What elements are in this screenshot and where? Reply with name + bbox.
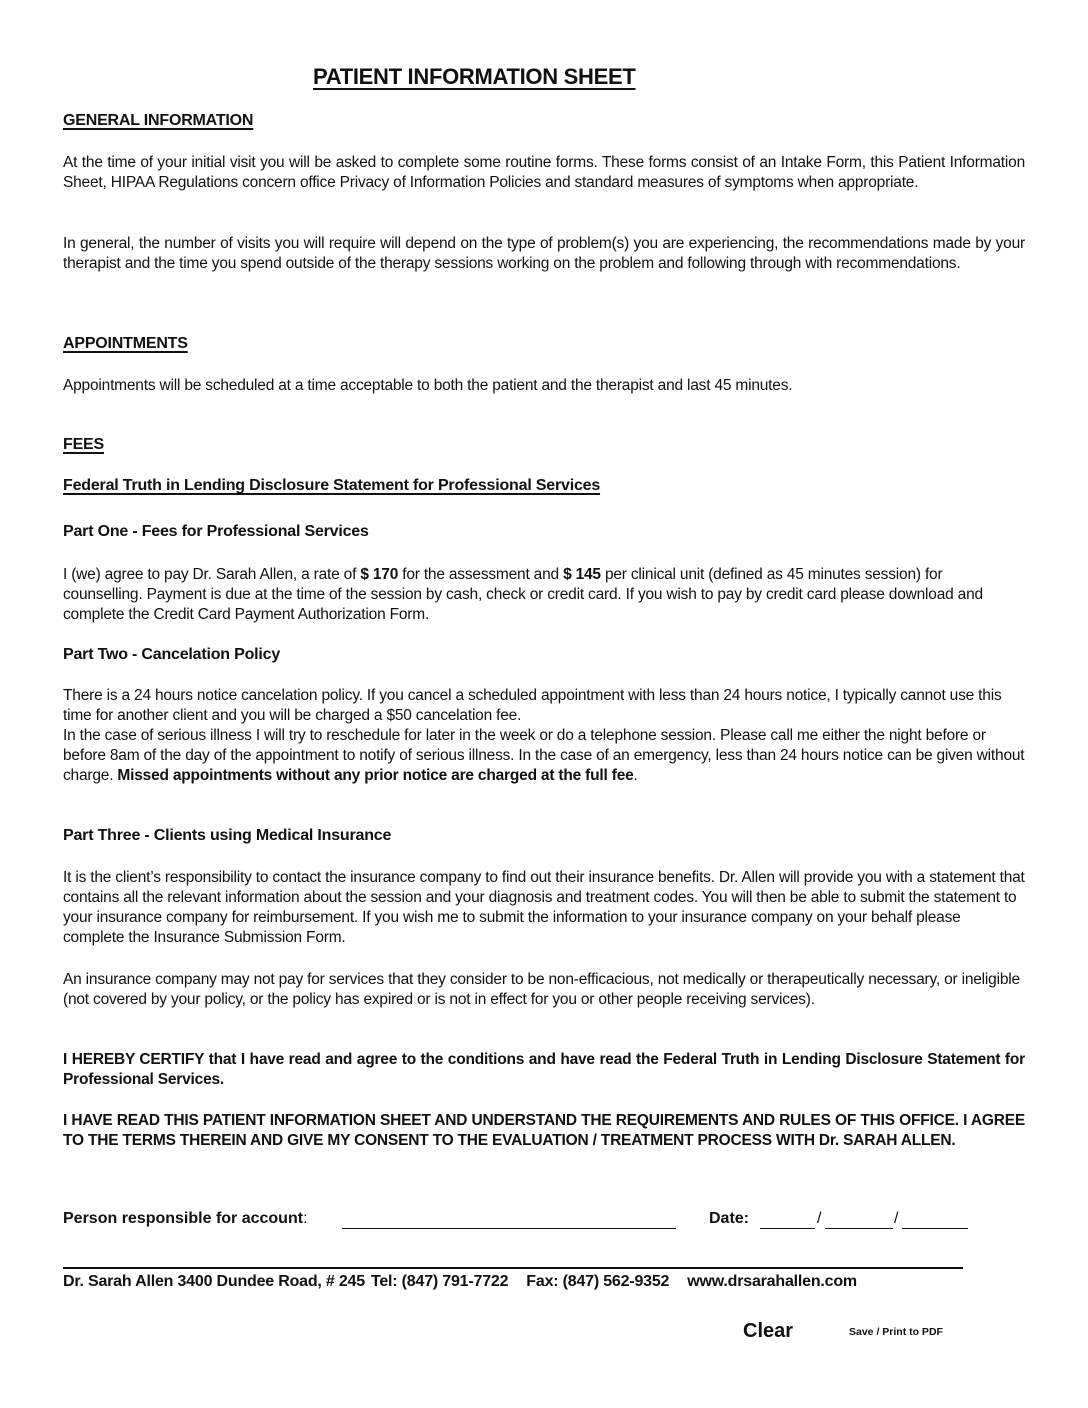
date-separator: /: [817, 1210, 822, 1227]
missed-appointments-notice: Missed appointments without any prior notice are charged at the full fee: [117, 767, 634, 784]
clear-button[interactable]: Clear: [743, 1320, 794, 1342]
part-one-heading: Part One - Fees for Professional Services: [63, 523, 369, 540]
certify-statement: I HEREBY CERTIFY that I have read and agree to the conditions and have read the Federal Truth in Lending Disclosure Statement for Professional Services.: [63, 1051, 1025, 1088]
date-day-field[interactable]: [825, 1228, 893, 1229]
appointments-heading: APPOINTMENTS: [63, 335, 188, 352]
date-separator: /: [894, 1210, 899, 1227]
save-print-pdf-button[interactable]: Save / Print to PDF: [849, 1326, 943, 1338]
fees-heading: FEES: [63, 436, 104, 453]
footer-tel: Tel: (847) 791-7722: [370, 1273, 509, 1290]
assessment-rate: $ 170: [360, 566, 399, 583]
general-information-paragraph-1: At the time of your initial visit you will be asked to complete some routine forms. These forms consist of an Intake Form, this Patient Information Sheet, HIPAA Regulations concern office Privacy of Information Policies and standard measures of symptoms when appropriate.: [63, 154, 1025, 191]
consent-statement: I HAVE READ THIS PATIENT INFORMATION SHEET AND UNDERSTAND THE REQUIREMENTS AND RULES OF THIS OFFICE. I AGREE TO THE TERMS THEREIN AND GIVE MY CONSENT TO THE EVALUATION / TREATMENT PROCESS WITH Dr. SARAH ALLEN.: [63, 1112, 1025, 1149]
date-month-field[interactable]: [760, 1228, 815, 1229]
disclosure-heading: Federal Truth in Lending Disclosure Statement for Professional Services: [63, 477, 601, 494]
footer-website[interactable]: www.drsarahallen.com: [687, 1273, 857, 1290]
part-three-paragraph-1: It is the client’s responsibility to contact the insurance company to find out their insurance benefits. Dr. Allen will provide you with a statement that contains all the relevant information about the session and your diagnosis and treatment codes. You will then be able to submit the statement to your insurance company for reimbursement. If you wish me to submit the information to your insurance company on your behalf please complete the Insurance Submission Form.: [63, 869, 1025, 946]
person-responsible-field[interactable]: [342, 1228, 676, 1229]
signature-row: [63, 1210, 1025, 1234]
page-title: PATIENT INFORMATION SHEET: [313, 64, 636, 89]
colon: :: [303, 1210, 308, 1227]
part-two-text: In the case of serious illness I will try to reschedule for later in the week or do a telephone session. Please call me either the night before or before 8am of the day of the appointment to notify of serious illness. In the case of an emergency, less than 24 hours notice can be given without charge.: [63, 727, 1025, 784]
person-responsible-label-text: Person responsible for account: [63, 1210, 304, 1227]
date-year-field[interactable]: [902, 1228, 968, 1229]
appointments-paragraph: Appointments will be scheduled at a time acceptable to both the patient and the therapist and last 45 minutes.: [63, 377, 793, 394]
part-two-heading: Part Two - Cancelation Policy: [63, 646, 281, 663]
part-one-paragraph: [63, 565, 1025, 625]
part-three-paragraph-2: An insurance company may not pay for services that they consider to be non-efficacious, not medically or therapeutically necessary, or ineligible (not covered by your policy, or the policy has expired or is not in effect for you or other people receiving services).: [63, 971, 1020, 1008]
part-two-text: .: [633, 767, 638, 784]
part-one-text: I (we) agree to pay Dr. Sarah Allen, a rate of: [63, 566, 361, 583]
part-two-paragraph-1: There is a 24 hours notice cancelation policy. If you cancel a scheduled appointment with less than 24 hours notice, I typically cannot use this time for another client and you will be charged a $50 cancelation fee.: [63, 687, 1002, 724]
clinical-unit-rate: $ 145: [563, 566, 601, 583]
part-three-heading: Part Three - Clients using Medical Insurance: [63, 827, 392, 844]
general-information-paragraph-2: In general, the number of visits you will require will depend on the type of problem(s) you are experiencing, the recommendations made by your therapist and the time you spend outside of the therapy sessions working on the problem and following through with recommendations.: [63, 235, 1025, 272]
date-label: Date:: [709, 1210, 750, 1227]
part-two-paragraph-2: [63, 726, 1025, 786]
part-one-text: per clinical unit (defined as 45 minutes session) for counselling. Payment is due at the time of the session by cash, check or credit card. If you wish to pay by credit card please download and complete the Credit Card Payment Authorization Form.: [63, 566, 983, 623]
footer-address: Dr. Sarah Allen 3400 Dundee Road, # 245: [63, 1273, 365, 1290]
part-one-text: for the assessment and: [398, 566, 564, 583]
general-information-heading: GENERAL INFORMATION: [63, 112, 254, 129]
footer-divider: [63, 1267, 963, 1269]
person-responsible-label: [63, 1210, 308, 1228]
footer-fax: Fax: (847) 562-9352: [526, 1273, 670, 1290]
footer-contact: [63, 1273, 875, 1291]
